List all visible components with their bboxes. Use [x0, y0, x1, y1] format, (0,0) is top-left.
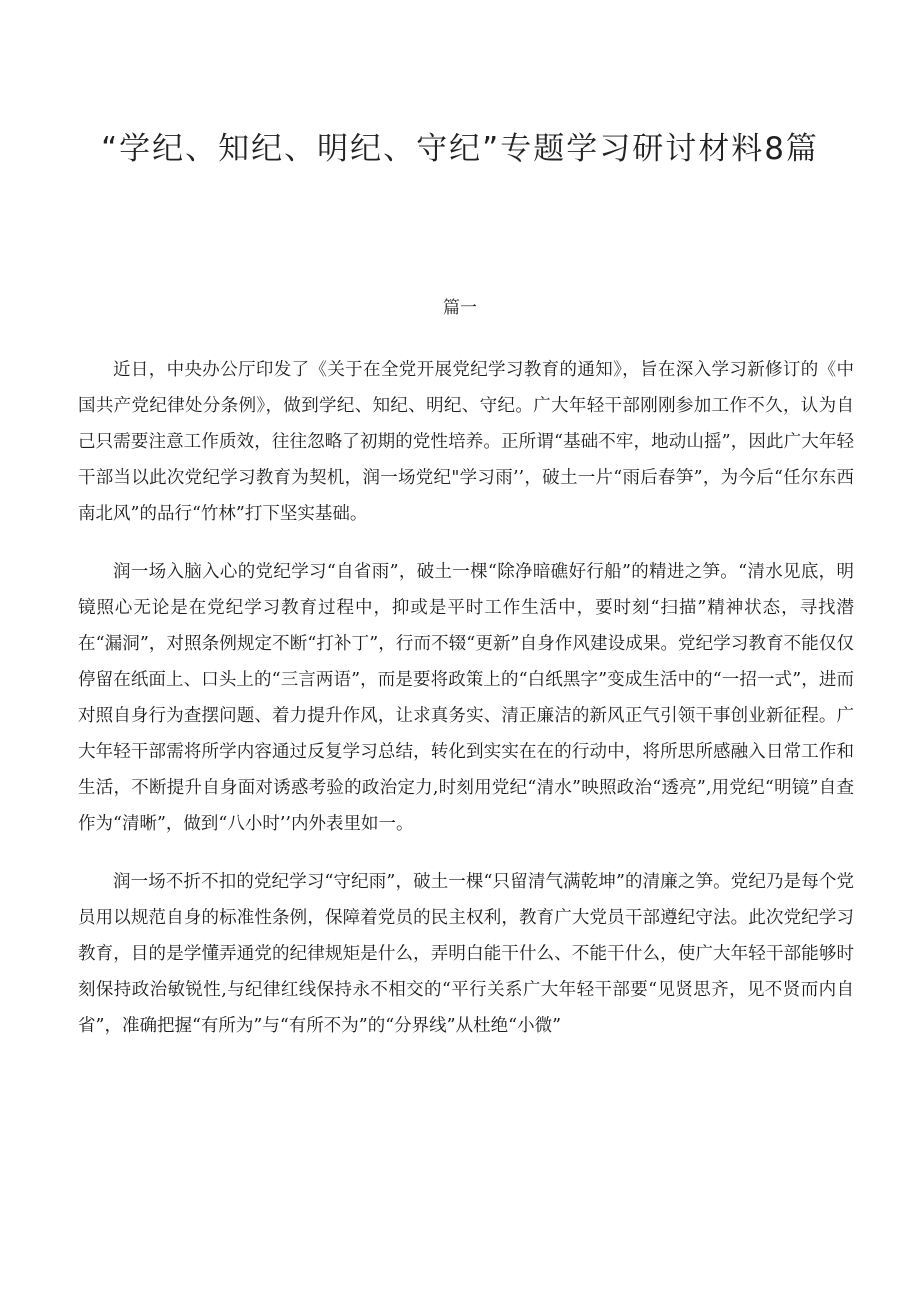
document-title: “学纪、知纪、明纪、守纪”专题学习研讨材料8篇: [101, 131, 819, 167]
paragraph: 润一场不折不扣的党纪学习“守纪雨”，破土一棵“只留清气满乾坤”的清廉之笋。党纪乃是每个党员用以规范自身的标准性条例，保障着党员的民主权利，教育广大党员干部遵纪守法。此次党纪学习教育，目的是学懂弄通党的纪律规矩是什么，弄明白能干什么、不能干什么，使广大年轻干部能够时刻保持政治敏锐性,与纪律红线保持永不相交的“平行关系广大年轻干部要“见贤思齐，见不贤而内自省”，准确把握“有所为”与“有所不为”的“分界线”从杜绝“小微”: [78, 872, 854, 1036]
paragraph: 近日，中央办公厅印发了《关于在全党开展党纪学习教育的通知》，旨在深入学习新修订的《中国共产党纪律处分条例》，做到学纪、知纪、明纪、守纪。广大年轻干部刚刚参加工作不久，认为自己只需要注意工作质效，往往忽略了初期的党性培养。正所谓“基础不牢，地动山摇”，因此广大年轻干部当以此次党纪学习教育为契机，润一场党纪"学习雨’’，破土一片“雨后春笋”，为今后“任尔东西南北风”的品行“竹林”打下坚实基础。: [78, 360, 854, 524]
paragraph: 润一场入脑入心的党纪学习“自省雨”，破土一棵“除净暗礁好行船”的精进之笋。“清水见底，明镜照心无论是在党纪学习教育过程中，抑或是平时工作生活中，要时刻“扫描”精神状态，寻找潜在“漏洞”，对照条例规定不断“打补丁”，行而不辍“更新”自身作风建设成果。党纪学习教育不能仅仅停留在纸面上、口头上的“三言两语”，而是要将政策上的“白纸黑字”变成生活中的“一招一式”，进而对照自身行为查摆问题、着力提升作风，让求真务实、清正廉洁的新风正气引领干事创业新征程。广大年轻干部需将所学内容通过反复学习总结，转化到实实在在的行动中，将所思所感融入日常工作和生活，不断提升自身面对诱惑考验的政治定力,时刻用党纪“清水”映照政治“透亮”,用党纪“明镜”自查作为“清晰”，做到“八小时’’内外表里如一。: [78, 562, 854, 834]
document-body: [78, 352, 854, 1066]
section-heading: 篇一: [443, 298, 477, 318]
